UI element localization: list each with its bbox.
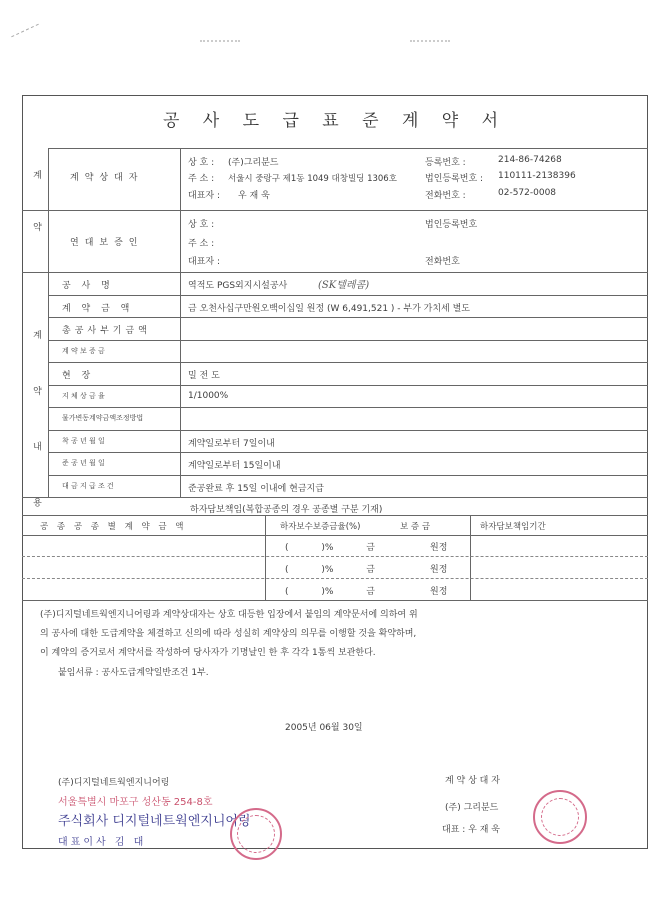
- contract-frame: [22, 95, 648, 849]
- guarantor-rep-label: 대표자 :: [188, 257, 220, 267]
- counterparty-seal-stamp: [541, 798, 579, 836]
- counterparty-label: 계 약 상 대 자: [445, 776, 500, 786]
- contractor-biz-no-label: 등록번호 :: [425, 158, 466, 168]
- rule: [22, 497, 648, 498]
- contract-row-note: (SK텔레콤): [318, 280, 370, 291]
- rule: [48, 430, 648, 431]
- guarantor-name-label: 상 호 :: [188, 220, 215, 230]
- attachment: 붙임서류 : 공사도급계약일반조건 1부.: [58, 668, 209, 678]
- rule: [48, 295, 648, 296]
- contract-row-value: 밀 전 도: [188, 371, 220, 381]
- section-label-contractor: 계 약: [31, 170, 41, 251]
- contract-row-value: 계약일로부터 7일이내: [188, 438, 275, 449]
- contract-row-label: 지 체 상 금 율: [62, 391, 105, 400]
- contract-row-value: 1/1000%: [188, 390, 229, 401]
- contract-row-label: 착 공 년 월 일: [62, 436, 105, 445]
- client-company: 주식회사 디지털네트웍엔지니어링: [58, 814, 251, 829]
- rule: [48, 452, 648, 453]
- rule: [48, 148, 49, 498]
- contractor-rep: 우 재 욱: [238, 191, 270, 201]
- client-label: (주)디지털네트웍엔지니어링: [58, 778, 170, 788]
- document-title: 공 사 도 급 표 준 계 약 서: [162, 111, 508, 131]
- contractor-name: (주)그리분드: [228, 158, 279, 168]
- rule: [48, 407, 648, 408]
- contractor-phone: 02-572-0008: [498, 188, 557, 198]
- rule: [48, 340, 648, 341]
- defect-row-unit: 원정: [430, 587, 448, 597]
- counterparty-company: (주) 그리분드: [445, 803, 499, 813]
- rule: [22, 210, 648, 211]
- defect-col-rate: 하자보수보증금율(%): [280, 522, 361, 532]
- statement-line: (주)디지털네트웍엔지니어링과 계약상대자는 상호 대등한 입장에서 붙임의 계약문서에 의하여 위: [40, 610, 418, 620]
- rule: [470, 515, 471, 600]
- rule: [22, 600, 648, 601]
- defect-row-unit: 원정: [430, 565, 448, 575]
- defect-row-unit: 원정: [430, 543, 448, 553]
- contract-row-value: 계약일로부터 15일이내: [188, 461, 281, 471]
- contract-row-label: 공 사 명: [62, 281, 114, 291]
- defect-row-rate: ( )% 금: [285, 543, 375, 553]
- rule: [180, 148, 181, 272]
- scan-mark: [410, 40, 450, 42]
- rule: [48, 475, 648, 476]
- client-address: 서울특별시 마포구 성산동 254-8호: [58, 797, 213, 808]
- counterparty-rep: 대표 : 우 재 욱: [442, 825, 500, 835]
- section-label-contract: 계 약 내 용: [31, 330, 41, 529]
- contractor-rep-label: 대표자 :: [188, 191, 220, 201]
- rule: [48, 362, 648, 363]
- contract-row-label: 대 금 지 급 조 건: [62, 481, 114, 490]
- scan-mark: [200, 40, 240, 42]
- contract-row-label: 현 장: [62, 371, 95, 381]
- contract-row-label: 준 공 년 월 일: [62, 459, 105, 467]
- contractor-address-label: 주 소 :: [188, 174, 215, 184]
- guarantor-corp-no-label: 법인등록번호: [425, 220, 478, 230]
- defect-col-period: 보 증 금: [400, 522, 431, 532]
- defect-header: 하자담보책임(복합공종의 경우 공종별 구분 기재): [190, 505, 383, 515]
- contract-date: 2005년 06월 30일: [285, 723, 363, 733]
- rule: [22, 578, 648, 579]
- contract-row-value: 역적도 PGS외지시설공사: [188, 281, 288, 291]
- contractor-corp-no: 110111-2138396: [498, 171, 576, 181]
- contractor-name-label: 상 호 :: [188, 158, 215, 168]
- defect-col-duty: 하자담보책임기간: [480, 522, 546, 532]
- rule: [48, 148, 648, 149]
- scan-mark: [11, 24, 39, 38]
- contract-row-label: 계 약 금 액: [62, 303, 134, 314]
- defect-row-rate: ( )% 금: [285, 587, 375, 597]
- rule: [22, 272, 648, 273]
- rule: [22, 535, 648, 536]
- guarantor-phone-label: 전화번호: [425, 257, 460, 267]
- contract-row-value: 준공완료 후 15일 이내에 현금지급: [188, 483, 324, 494]
- guarantor-address-label: 주 소 :: [188, 239, 215, 249]
- contractor-biz-no: 214-86-74268: [498, 155, 562, 165]
- statement-line: 이 계약의 증거로서 계약서를 작성하여 당사자가 기명날인 한 후 각각 1통씩 보관한다.: [40, 648, 376, 658]
- rule: [22, 515, 648, 516]
- client-seal-stamp: [237, 815, 275, 853]
- rule: [265, 515, 266, 600]
- row-label-guarantor: 연대보증인: [70, 238, 144, 248]
- rule: [48, 317, 648, 318]
- statement-line: 의 공사에 대한 도급계약을 체결하고 신의에 따라 성실히 계약상의 의무를 이행할 것을 확약하며,: [40, 629, 417, 639]
- contractor-corp-no-label: 법인등록번호 :: [425, 174, 484, 184]
- contract-row-label: 계 약 보 증 금: [62, 346, 105, 355]
- defect-row-rate: ( )% 금: [285, 565, 375, 575]
- contract-row-label: 총공사부기금액: [62, 326, 151, 336]
- contract-row-value: 금 오천사십구만원오백이십일 원정 (W 6,491,521 ) - 부가 가치세 별도: [188, 303, 470, 314]
- defect-col-type: 공 종 공 종 별 계 약 금 액: [40, 522, 187, 532]
- client-rep: 대표이사 김 대: [58, 837, 147, 848]
- contract-row-label: 물가변동계약금액조정방법: [62, 414, 144, 422]
- contract-statement: [40, 606, 630, 663]
- contractor-phone-label: 전화번호 :: [425, 191, 466, 201]
- contractor-address: 서울시 중랑구 제1동 1049 대창빌딩 1306호: [228, 174, 397, 184]
- row-label-contractor: 계약상대자: [70, 173, 144, 183]
- rule: [22, 556, 648, 557]
- rule: [48, 385, 648, 386]
